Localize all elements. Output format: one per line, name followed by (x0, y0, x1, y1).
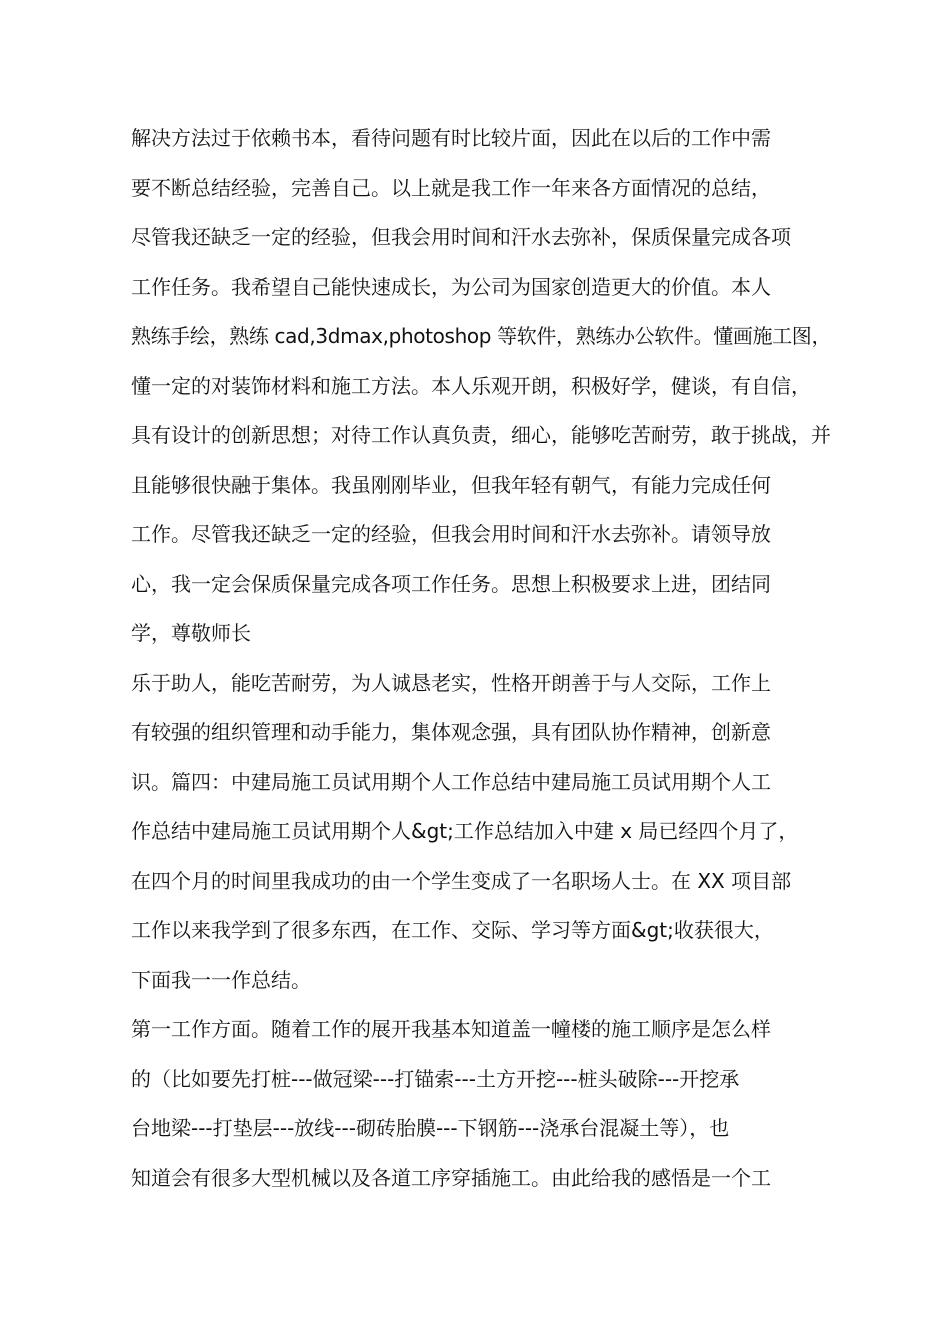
text-line: 且能够很快融于集体。我虽刚刚毕业，但我年轻有朝气，有能力完成任何 (131, 472, 771, 497)
text-line: 作总结中建局施工员试用期个人&gt;工作总结加入中建 x 局已经四个月了， (131, 819, 799, 843)
text-line: 心，我一定会保质保量完成各项工作任务。思想上积极要求上进，团结同 (131, 571, 771, 596)
text-line: 第一工作方面。随着工作的展开我基本知道盖一幢楼的施工顺序是怎么样 (131, 1017, 771, 1041)
text-line: 知道会有很多大型机械以及各道工序穿插施工。由此给我的感悟是一个工 (131, 1165, 771, 1190)
text-line: 有较强的组织管理和动手能力，集体观念强，具有团队协作精神，创新意 (131, 720, 771, 744)
text-line: 工作任务。我希望自己能快速成长，为公司为国家创造更大的价值。本人 (131, 274, 771, 299)
text-line: 学，尊敬师长 (131, 621, 251, 645)
text-line: 具有设计的创新思想；对待工作认真负责，细心，能够吃苦耐劳，敢于挑战，并 (131, 423, 831, 447)
text-line: 下面我一一作总结。 (131, 967, 311, 992)
text-line: 工作。尽管我还缺乏一定的经验，但我会用时间和汗水去弥补。请领导放 (131, 522, 771, 546)
text-line: 解决方法过于依赖书本，看待问题有时比较片面，因此在以后的工作中需 (131, 126, 771, 150)
text-line: 在四个月的时间里我成功的由一个学生变成了一名职场人士。在 XX 项目部 (131, 868, 792, 893)
text-line: 尽管我还缺乏一定的经验，但我会用时间和汗水去弥补，保质保量完成各项 (131, 225, 791, 249)
text-line: 懂一定的对装饰材料和施工方法。本人乐观开朗，积极好学，健谈，有自信， (131, 373, 811, 398)
text-line: 识。篇四：中建局施工员试用期个人工作总结中建局施工员试用期个人工 (131, 769, 771, 794)
text-line: 的（比如要先打桩---做冠梁---打锚索---土方开挖---桩头破除---开挖承 (131, 1066, 740, 1091)
text-line: 工作以来我学到了很多东西，在工作、交际、学习等方面&gt;收获很大， (131, 918, 774, 942)
text-line: 熟练手绘，熟练 cad,3dmax,photoshop 等软件，熟练办公软件。懂画施工图， (131, 324, 832, 348)
body-text (131, 120, 831, 1209)
text-line: 台地梁---打垫层---放线---砌砖胎膜---下钢筋---浇承台混凝土等），也 (131, 1116, 730, 1140)
text-line: 要不断总结经验，完善自己。以上就是我工作一年来各方面情况的总结， (131, 175, 771, 200)
text-line: 乐于助人，能吃苦耐劳，为人诚恳老实，性格开朗善于与人交际，工作上 (131, 670, 771, 695)
